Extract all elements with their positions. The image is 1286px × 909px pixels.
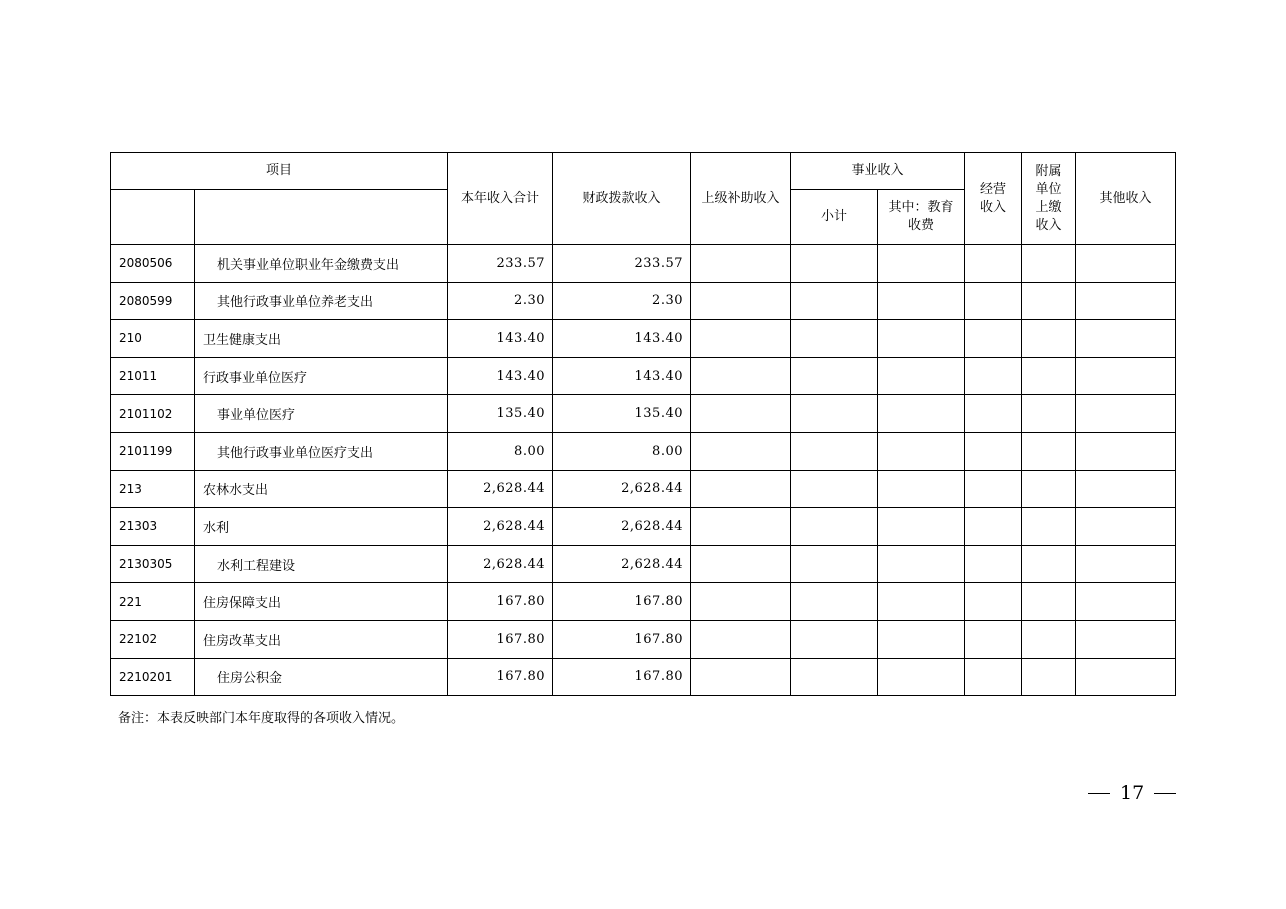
row-superior-subsidy <box>691 620 791 658</box>
row-operating-income <box>965 357 1022 395</box>
row-business-subtotal <box>791 470 878 508</box>
row-total-income: 2.30 <box>448 282 553 320</box>
row-operating-income <box>965 282 1022 320</box>
row-operating-income <box>965 395 1022 433</box>
table-row <box>111 583 1176 621</box>
row-superior-subsidy <box>691 508 791 546</box>
row-fiscal-appropriation: 2,628.44 <box>553 508 691 546</box>
row-business-subtotal <box>791 320 878 358</box>
table-row <box>111 508 1176 546</box>
row-total-income: 143.40 <box>448 320 553 358</box>
row-code: 2101102 <box>111 395 195 433</box>
row-code: 2080506 <box>111 245 195 283</box>
table-row <box>111 432 1176 470</box>
row-code: 21011 <box>111 357 195 395</box>
table-row <box>111 620 1176 658</box>
row-code: 2130305 <box>111 545 195 583</box>
row-affiliated-payment <box>1022 583 1076 621</box>
row-other-income <box>1076 508 1176 546</box>
row-other-income <box>1076 282 1176 320</box>
row-education-fee <box>878 432 965 470</box>
row-superior-subsidy <box>691 470 791 508</box>
row-total-income: 2,628.44 <box>448 508 553 546</box>
row-business-subtotal <box>791 583 878 621</box>
row-education-fee <box>878 583 965 621</box>
row-business-subtotal <box>791 395 878 433</box>
table-row <box>111 470 1176 508</box>
row-fiscal-appropriation: 2.30 <box>553 282 691 320</box>
row-name: 其他行政事业单位医疗支出 <box>195 432 448 470</box>
row-operating-income <box>965 470 1022 508</box>
row-total-income: 143.40 <box>448 357 553 395</box>
row-operating-income <box>965 508 1022 546</box>
row-code: 221 <box>111 583 195 621</box>
row-operating-income <box>965 320 1022 358</box>
row-operating-income <box>965 583 1022 621</box>
row-affiliated-payment <box>1022 658 1076 696</box>
row-education-fee <box>878 470 965 508</box>
page-number-dash-left <box>1088 793 1110 794</box>
row-name: 农林水支出 <box>195 470 448 508</box>
row-affiliated-payment <box>1022 432 1076 470</box>
row-superior-subsidy <box>691 432 791 470</box>
row-name: 机关事业单位职业年金缴费支出 <box>195 245 448 283</box>
row-affiliated-payment <box>1022 320 1076 358</box>
row-other-income <box>1076 583 1176 621</box>
row-operating-income <box>965 658 1022 696</box>
row-total-income: 135.40 <box>448 395 553 433</box>
table-row <box>111 245 1176 283</box>
header-name-blank <box>195 190 448 245</box>
row-superior-subsidy <box>691 320 791 358</box>
row-total-income: 2,628.44 <box>448 470 553 508</box>
table-row <box>111 357 1176 395</box>
table-note: 备注：本表反映部门本年度取得的各项收入情况。 <box>118 711 405 726</box>
row-affiliated-payment <box>1022 395 1076 433</box>
page-number-value: 17 <box>1120 782 1145 804</box>
row-name: 行政事业单位医疗 <box>195 357 448 395</box>
row-operating-income <box>965 432 1022 470</box>
row-other-income <box>1076 245 1176 283</box>
table-row <box>111 395 1176 433</box>
page-number <box>1088 782 1176 804</box>
row-education-fee <box>878 357 965 395</box>
row-other-income <box>1076 620 1176 658</box>
row-fiscal-appropriation: 2,628.44 <box>553 545 691 583</box>
income-table <box>110 152 1176 696</box>
header-affiliated-payment: 附属单位上缴收入 <box>1022 153 1076 245</box>
row-name: 住房改革支出 <box>195 620 448 658</box>
row-code: 21303 <box>111 508 195 546</box>
row-fiscal-appropriation: 167.80 <box>553 583 691 621</box>
row-fiscal-appropriation: 135.40 <box>553 395 691 433</box>
table-row <box>111 545 1176 583</box>
header-fiscal-appropriation: 财政拨款收入 <box>553 153 691 245</box>
row-total-income: 167.80 <box>448 583 553 621</box>
row-code: 22102 <box>111 620 195 658</box>
row-name: 水利 <box>195 508 448 546</box>
row-business-subtotal <box>791 545 878 583</box>
row-education-fee <box>878 320 965 358</box>
row-affiliated-payment <box>1022 245 1076 283</box>
row-business-subtotal <box>791 357 878 395</box>
row-education-fee <box>878 658 965 696</box>
row-fiscal-appropriation: 143.40 <box>553 320 691 358</box>
row-code: 2080599 <box>111 282 195 320</box>
row-business-subtotal <box>791 282 878 320</box>
row-superior-subsidy <box>691 357 791 395</box>
row-operating-income <box>965 245 1022 283</box>
row-code: 210 <box>111 320 195 358</box>
row-business-subtotal <box>791 432 878 470</box>
row-fiscal-appropriation: 167.80 <box>553 620 691 658</box>
row-name: 事业单位医疗 <box>195 395 448 433</box>
row-total-income: 2,628.44 <box>448 545 553 583</box>
row-affiliated-payment <box>1022 508 1076 546</box>
row-affiliated-payment <box>1022 282 1076 320</box>
row-education-fee <box>878 282 965 320</box>
header-subtotal: 小计 <box>791 190 878 245</box>
row-business-subtotal <box>791 620 878 658</box>
row-name: 住房公积金 <box>195 658 448 696</box>
row-operating-income <box>965 545 1022 583</box>
row-code: 2101199 <box>111 432 195 470</box>
row-affiliated-payment <box>1022 620 1076 658</box>
row-other-income <box>1076 658 1176 696</box>
header-operating-income: 经营收入 <box>965 153 1022 245</box>
row-name: 其他行政事业单位养老支出 <box>195 282 448 320</box>
row-code: 2210201 <box>111 658 195 696</box>
row-fiscal-appropriation: 2,628.44 <box>553 470 691 508</box>
row-other-income <box>1076 357 1176 395</box>
header-row-1 <box>111 153 1176 190</box>
row-superior-subsidy <box>691 395 791 433</box>
row-superior-subsidy <box>691 583 791 621</box>
row-fiscal-appropriation: 233.57 <box>553 245 691 283</box>
row-total-income: 233.57 <box>448 245 553 283</box>
row-business-subtotal <box>791 658 878 696</box>
row-education-fee <box>878 245 965 283</box>
header-other-income: 其他收入 <box>1076 153 1176 245</box>
header-education-fee: 其中：教育收费 <box>878 190 965 245</box>
header-superior-subsidy: 上级补助收入 <box>691 153 791 245</box>
header-total-income: 本年收入合计 <box>448 153 553 245</box>
row-other-income <box>1076 432 1176 470</box>
row-education-fee <box>878 508 965 546</box>
table-row <box>111 320 1176 358</box>
row-name: 水利工程建设 <box>195 545 448 583</box>
header-business-income: 事业收入 <box>791 153 965 190</box>
row-superior-subsidy <box>691 245 791 283</box>
header-item: 项目 <box>111 153 448 190</box>
row-superior-subsidy <box>691 658 791 696</box>
row-business-subtotal <box>791 245 878 283</box>
row-fiscal-appropriation: 143.40 <box>553 357 691 395</box>
row-education-fee <box>878 545 965 583</box>
row-superior-subsidy <box>691 545 791 583</box>
row-superior-subsidy <box>691 282 791 320</box>
row-business-subtotal <box>791 508 878 546</box>
page-number-dash-right <box>1154 793 1176 794</box>
row-total-income: 167.80 <box>448 658 553 696</box>
row-fiscal-appropriation: 8.00 <box>553 432 691 470</box>
row-total-income: 8.00 <box>448 432 553 470</box>
row-other-income <box>1076 470 1176 508</box>
row-operating-income <box>965 620 1022 658</box>
row-education-fee <box>878 395 965 433</box>
table-row <box>111 658 1176 696</box>
row-other-income <box>1076 320 1176 358</box>
header-code-blank <box>111 190 195 245</box>
row-name: 卫生健康支出 <box>195 320 448 358</box>
table-row <box>111 282 1176 320</box>
row-affiliated-payment <box>1022 545 1076 583</box>
row-other-income <box>1076 395 1176 433</box>
row-total-income: 167.80 <box>448 620 553 658</box>
row-name: 住房保障支出 <box>195 583 448 621</box>
row-affiliated-payment <box>1022 470 1076 508</box>
row-code: 213 <box>111 470 195 508</box>
row-fiscal-appropriation: 167.80 <box>553 658 691 696</box>
row-affiliated-payment <box>1022 357 1076 395</box>
row-education-fee <box>878 620 965 658</box>
row-other-income <box>1076 545 1176 583</box>
